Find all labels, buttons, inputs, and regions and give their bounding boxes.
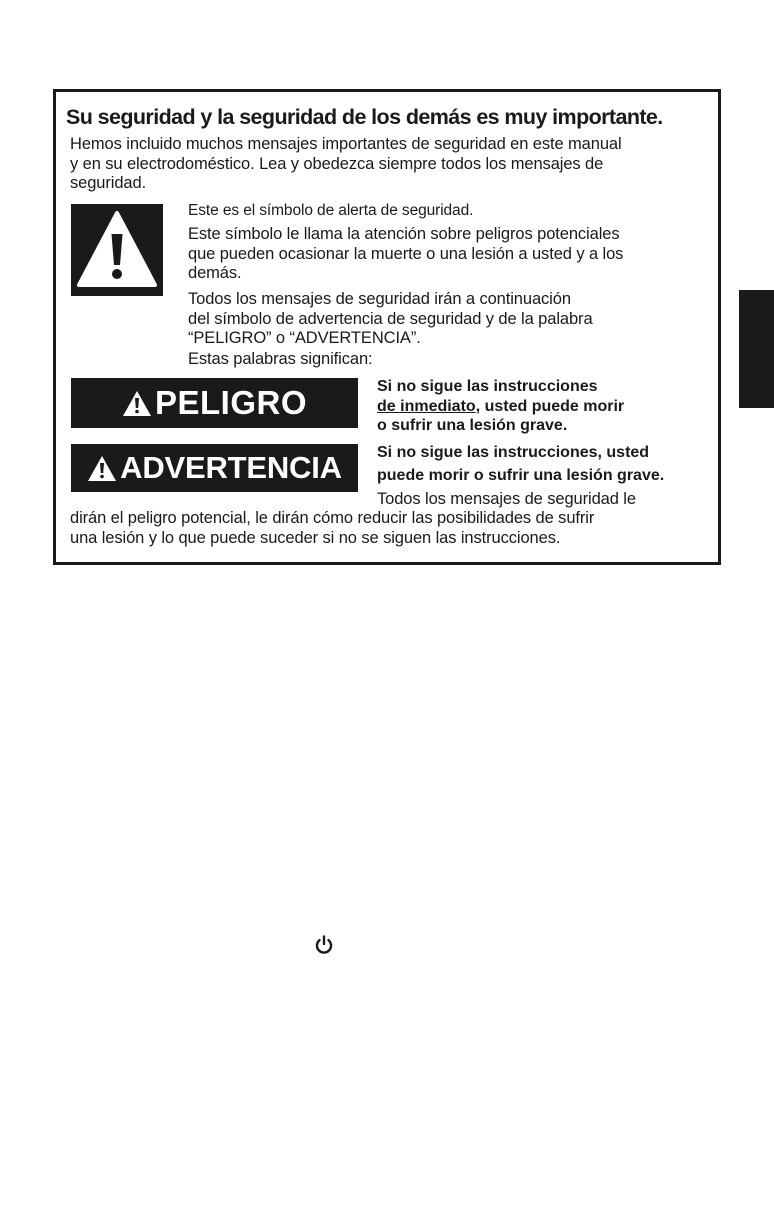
meaning-intro: Estas palabras significan:	[188, 350, 373, 368]
intro-line: seguridad.	[70, 174, 147, 192]
warning-desc-line: Si no sigue las instrucciones, usted	[377, 444, 650, 461]
safety-alert-triangle-icon	[71, 204, 163, 296]
symbol-attention-line: que pueden ocasionar la muerte o una lesión a usted y a los	[188, 244, 624, 263]
signal-words-line: Todos los mensajes de seguridad irán a continuación	[188, 290, 571, 308]
danger-label: PELIGRO	[154, 384, 308, 421]
danger-desc-rest: , usted puede morir	[475, 397, 625, 415]
danger-desc-line: o sufrir una lesión grave.	[377, 417, 568, 434]
closing-line: Todos los mensajes de seguridad le	[377, 490, 636, 508]
signal-words-line: del símbolo de advertencia de seguridad y de la palabra	[188, 309, 593, 328]
signal-words-text	[188, 290, 593, 349]
warning-triangle-icon	[122, 390, 152, 417]
intro-line: y en su electrodoméstico. Lea y obedezca siempre todos los mensajes de	[70, 154, 604, 173]
symbol-attention-text	[188, 225, 623, 284]
safety-intro	[70, 135, 622, 194]
closing-line: dirán el peligro potencial, le dirán cómo reducir las posibilidades de sufrir	[70, 509, 595, 527]
closing-line: una lesión y lo que puede suceder si no se siguen las instrucciones.	[70, 528, 561, 547]
language-side-tab	[739, 290, 774, 408]
signal-words-line: “PELIGRO” o “ADVERTENCIA”.	[188, 329, 421, 347]
symbol-caption: Este es el símbolo de alerta de seguridad.	[188, 202, 474, 219]
warning-triangle-icon	[87, 455, 117, 482]
danger-signal-banner	[71, 378, 358, 428]
warning-label: ADVERTENCIA	[120, 450, 342, 485]
safety-notice-box	[53, 89, 721, 565]
warning-signal-banner	[71, 444, 358, 492]
danger-description	[377, 377, 624, 436]
closing-text	[70, 509, 594, 548]
warning-desc-line: puede morir o sufrir una lesión grave.	[377, 467, 665, 484]
symbol-attention-line: Este símbolo le llama la atención sobre peligros potenciales	[188, 225, 620, 243]
warning-description	[377, 441, 664, 487]
power-icon	[313, 934, 335, 956]
danger-desc-line	[377, 397, 624, 417]
safety-title: Su seguridad y la seguridad de los demás es muy importante.	[66, 105, 663, 129]
symbol-attention-line: demás.	[188, 264, 242, 282]
intro-line: Hemos incluido muchos mensajes importantes de seguridad en este manual	[70, 135, 622, 153]
danger-emphasis: de inmediato	[377, 397, 476, 415]
danger-desc-line: Si no sigue las instrucciones	[377, 378, 598, 395]
